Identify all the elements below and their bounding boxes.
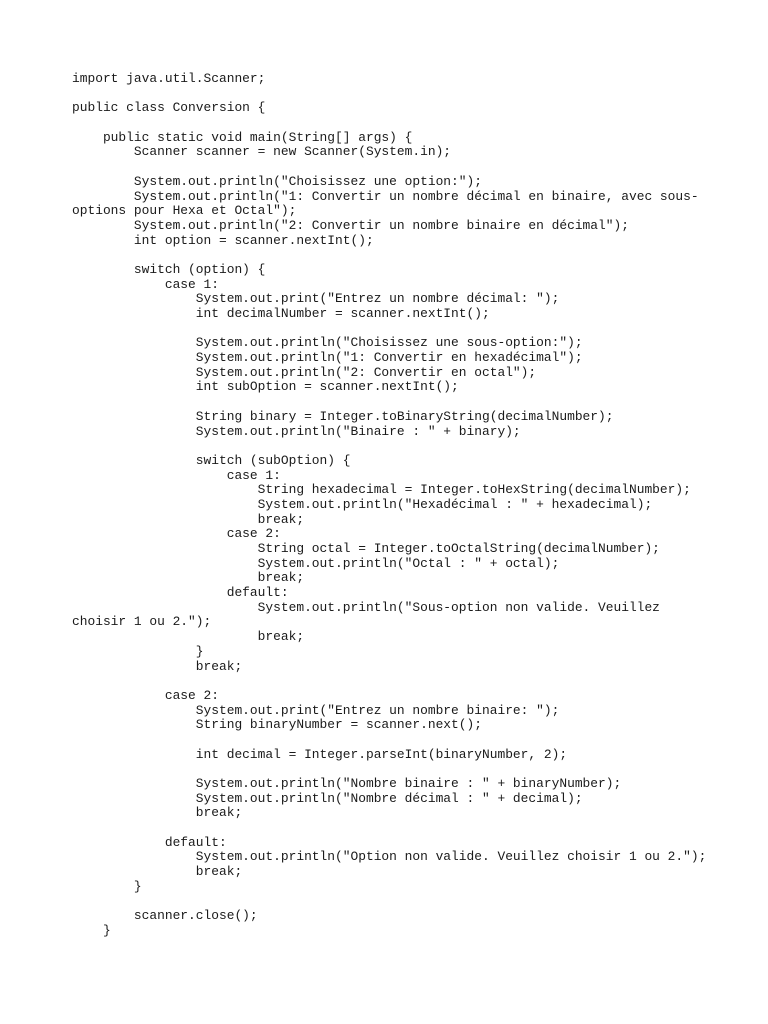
code-line: System.out.println("Choisissez une sous-option:"); (72, 335, 583, 351)
code-line (72, 674, 712, 689)
code-line: int decimalNumber = scanner.nextInt(); (72, 306, 490, 321)
code-line: case 1: (72, 467, 281, 483)
code-line (72, 439, 712, 454)
code-line: case 2: (72, 687, 219, 703)
code-line: System.out.println("Choisissez une option:"); (72, 173, 482, 189)
code-line: System.out.println("Hexadécimal : " + hexadecimal); (72, 496, 653, 512)
code-line (72, 322, 712, 337)
code-line: System.out.println("Nombre décimal : " + decimal); (72, 790, 583, 806)
code-line: break; (72, 629, 305, 645)
code-listing (72, 72, 712, 939)
code-line (72, 395, 712, 410)
code-line: break; (72, 658, 243, 674)
code-line: System.out.print("Entrez un nombre binaire: "); (72, 702, 560, 718)
code-line (72, 87, 712, 102)
code-line: System.out.println("Octal : " + octal); (72, 555, 560, 571)
code-line: default: (72, 585, 289, 601)
code-line: String binaryNumber = scanner.next(); (72, 717, 482, 733)
code-line: System.out.println("Sous-option non valide. Veuillez (72, 599, 660, 615)
code-line: System.out.println("2: Convertir en octal"); (72, 364, 537, 380)
code-line: int option = scanner.nextInt(); (72, 232, 374, 248)
code-line: switch (subOption) { (72, 452, 351, 468)
code-line: break; (72, 864, 243, 880)
code-line: String binary = Integer.toBinaryString(decimalNumber); (72, 408, 614, 424)
code-line: System.out.println("Option non valide. Veuillez choisir 1 ou 2."); (72, 849, 707, 865)
code-line: break; (72, 570, 305, 586)
code-line: import java.util.Scanner; (72, 71, 266, 86)
code-line (72, 821, 712, 836)
code-line (72, 733, 712, 748)
code-line: break; (72, 511, 305, 527)
code-line: choisir 1 ou 2."); (72, 614, 212, 630)
code-line (72, 895, 712, 910)
code-line: case 1: (72, 276, 219, 292)
code-line: System.out.println("Binaire : " + binary); (72, 423, 521, 439)
code-line: } (72, 878, 142, 894)
code-line: case 2: (72, 526, 281, 542)
code-line (72, 160, 712, 175)
code-line (72, 762, 712, 777)
code-line: System.out.print("Entrez un nombre décimal: "); (72, 291, 560, 307)
code-line: String hexadecimal = Integer.toHexString(decimalNumber); (72, 482, 691, 498)
code-line: default: (72, 834, 227, 850)
code-line: System.out.println("1: Convertir en hexadécimal"); (72, 350, 583, 366)
code-line: public static void main(String[] args) { (72, 129, 413, 145)
code-line: break; (72, 805, 243, 821)
code-line (72, 248, 712, 263)
code-line: Scanner scanner = new Scanner(System.in); (72, 144, 452, 160)
code-line: switch (option) { (72, 261, 266, 277)
code-line: System.out.println("1: Convertir un nombre décimal en binaire, avec sous- (72, 188, 699, 204)
code-line: } (72, 643, 204, 659)
code-line: System.out.println("Nombre binaire : " + binaryNumber); (72, 776, 622, 791)
code-line: int subOption = scanner.nextInt(); (72, 379, 459, 395)
code-line: options pour Hexa et Octal"); (72, 203, 297, 219)
code-line: scanner.close(); (72, 908, 258, 924)
code-line: String octal = Integer.toOctalString(decimalNumber); (72, 541, 660, 556)
code-line: int decimal = Integer.parseInt(binaryNumber, 2); (72, 746, 568, 762)
code-line: System.out.println("2: Convertir un nombre binaire en décimal"); (72, 217, 629, 233)
code-line: public class Conversion { (72, 100, 266, 116)
code-line (72, 116, 712, 131)
code-line: } (72, 922, 111, 938)
